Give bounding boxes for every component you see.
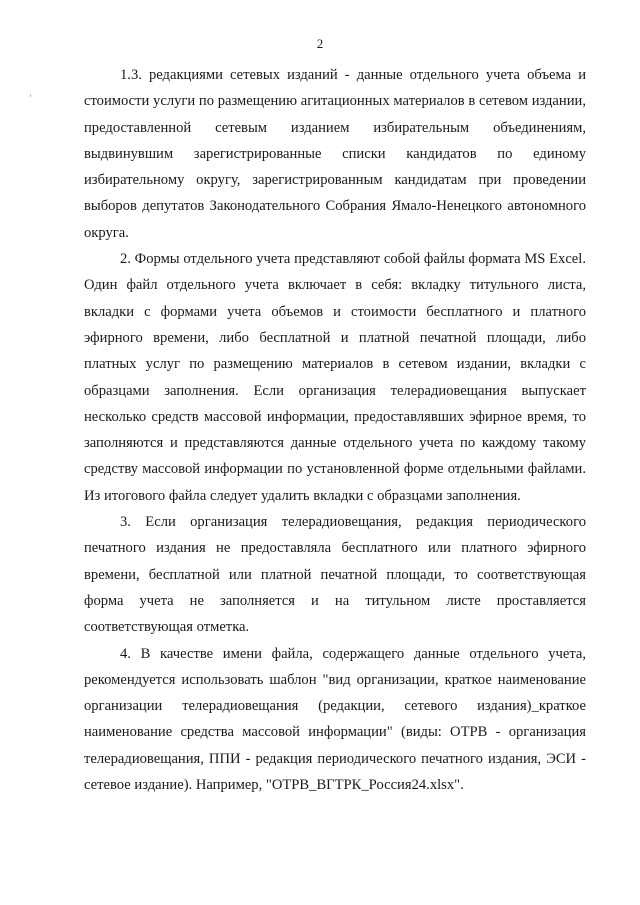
page-number: 2 <box>316 36 324 51</box>
paragraph-4: 4. В качестве имени файла, содержащего данные отдельного учета, рекомендуется использовать шаблон "вид организации, краткое наименование организации телерадиовещания (редакции, сетевого издания)_краткое наименование средства массовой информации" (виды: ОТРВ - организация телерадиовещания, ППИ - редакция периодического печатного издания, ЭСИ - сетевое издание). Например, "ОТРВ_ВГТРК_Россия24.xlsx". <box>84 645 586 794</box>
document-body <box>84 62 586 798</box>
margin-mark <box>30 94 31 97</box>
paragraph-3: 3. Если организация телерадиовещания, редакция периодического печатного издания не предоставляла бесплатного или платного эфирного времени, бесплатной или платной печатной площади, то соответствующая форма учета не заполняется и на титульном листе проставляется соответствующая отметка. <box>84 514 586 636</box>
paragraph-2: 2. Формы отдельного учета представляют собой файлы формата MS Excel. Один файл отдельного учета включает в себя: вкладку титульного листа, вкладки с формами учета объемов и стоимости бесплатного и платного эфирного времени, либо бесплатной и платной печатной площади, либо платных услуг по размещению материалов в сетевом издании, вкладки с образцами заполнения. Если организация телерадиовещания выпускает несколько средств массовой информации, предоставлявших эфирное время, то заполняются и представляются данные отдельного учета по каждому такому средству массовой информации по установленной форме отдельными файлами. Из итогового файла следует удалить вкладки с образцами заполнения. <box>84 251 586 504</box>
paragraph-1-3: 1.3. редакциями сетевых изданий - данные отдельного учета объема и стоимости услуги по размещению агитационных материалов в сетевом издании, предоставленной сетевым изданием избирательным объединениям, выдвинувшим зарегистрированные списки кандидатов по единому избирательному округу, зарегистрированным кандидатам при проведении выборов депутатов Законодательного Собрания Ямало-Ненецкого автономного округа. <box>84 67 586 241</box>
